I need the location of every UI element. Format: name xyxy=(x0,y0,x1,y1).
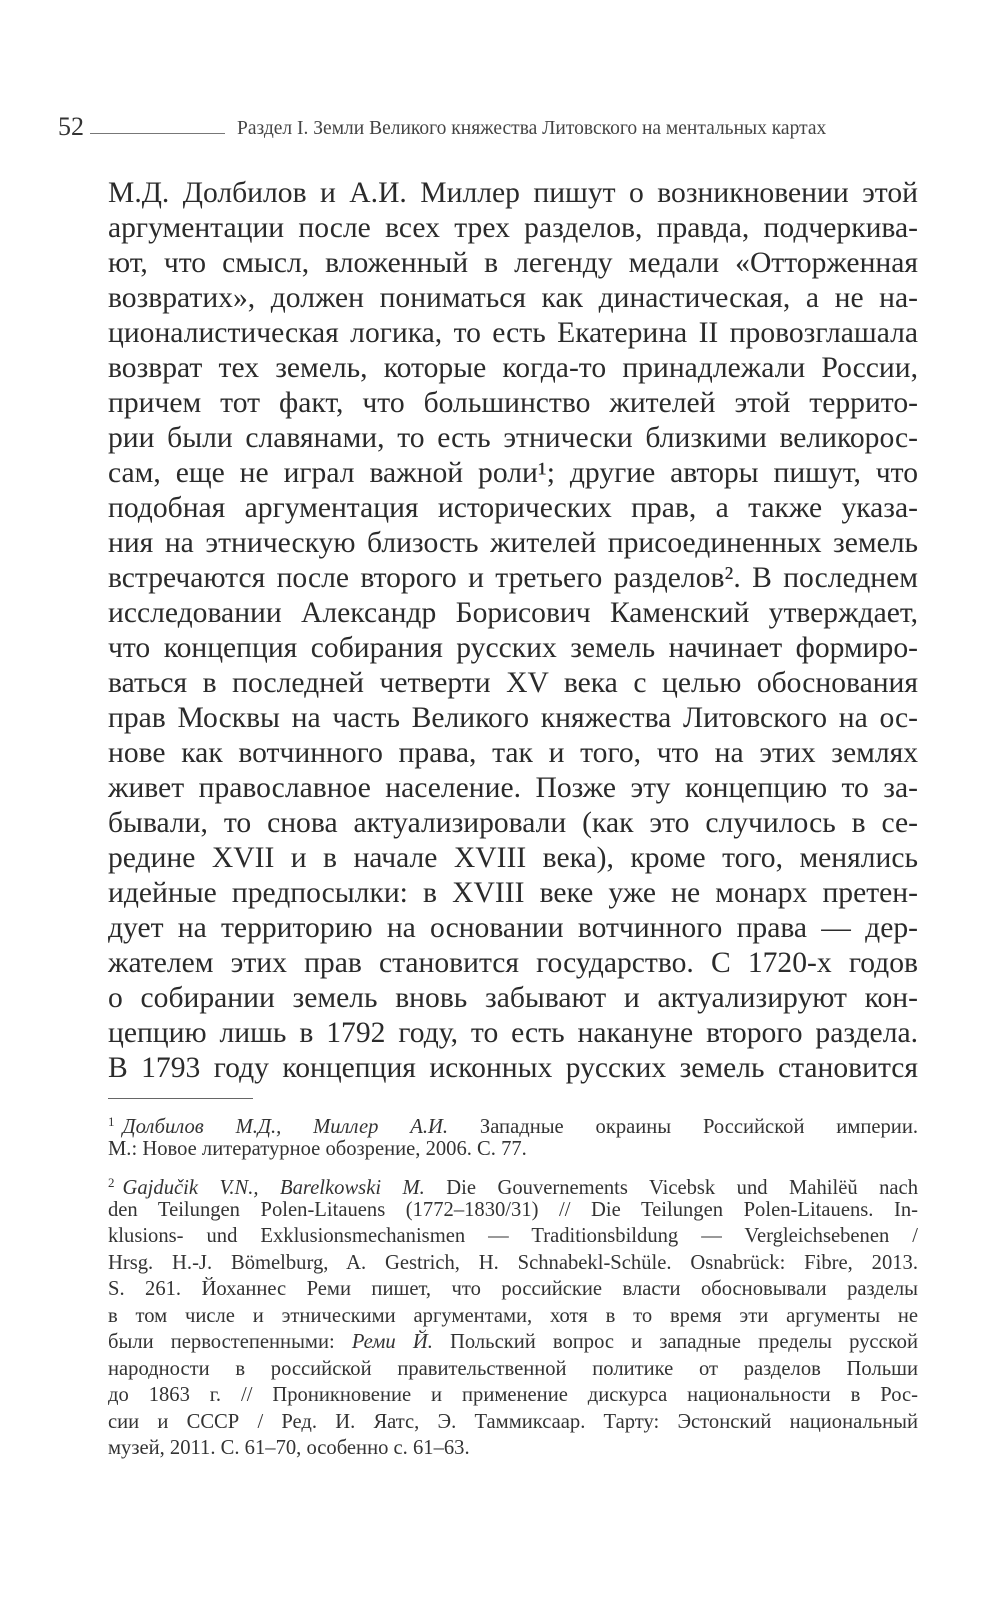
text-line: подобная аргументация исторических прав, а также указа- xyxy=(108,492,918,524)
footnote-line: в том числе и этническими аргументами, хотя в то время эти аргументы не xyxy=(108,1304,918,1327)
text-line: возврат тех земель, которые когда-то принадлежали России, xyxy=(108,352,918,384)
text-line: идейные предпосылки: в XVIII веке уже не монарх претен- xyxy=(108,877,918,909)
footnote-text: Польский вопрос и западные пределы русской xyxy=(432,1331,918,1353)
footnotes xyxy=(108,1109,918,1462)
main-text xyxy=(108,176,918,1086)
running-header xyxy=(58,112,918,140)
running-head: Раздел I. Земли Великого княжества Литовского на ментальных картах xyxy=(237,118,827,139)
text-line: сам, еще не играл важной роли¹; другие авторы пишут, что xyxy=(108,457,918,489)
page-number: 52 xyxy=(58,112,84,141)
text-line: М.Д. Долбилов и А.И. Миллер пишут о возникновении этой xyxy=(108,177,918,209)
text-line: бывали, то снова актуализировали (как это случилось в се- xyxy=(108,807,918,839)
footnote-1 xyxy=(108,1109,918,1162)
footnote-line: до 1863 г. // Проникновение и применение дискурса национальности в Рос- xyxy=(108,1384,918,1406)
footnote-text: Западные окраины Российской империи. xyxy=(448,1116,918,1138)
footnote-author: Реми Й. xyxy=(351,1331,433,1353)
footnote-line: S. 261. Йоханнес Реми пишет, что российские власти обосновывали разделы xyxy=(108,1278,918,1300)
text-line: причем тот факт, что большинство жителей этой террито- xyxy=(108,387,918,419)
text-line: нове как вотчинного права, так и того, что на этих землях xyxy=(108,737,918,769)
footnote-line xyxy=(108,1329,918,1356)
footnote-marker: 2 xyxy=(108,1175,115,1190)
footnote-line: klusions- und Exklusionsmechanismen — Traditionsbildung — Vergleichsebenen / xyxy=(108,1225,918,1247)
text-line: что концепция собирания русских земель начинает формиро- xyxy=(108,632,918,664)
text-line: ваться в последней четверти XV века с целью обоснования xyxy=(108,667,918,699)
text-line: дует на территорию на основании вотчинного права — дер- xyxy=(108,912,918,944)
text-line: встречаются после второго и третьего разделов². В последнем xyxy=(108,562,918,594)
footnote-marker: 1 xyxy=(108,1114,115,1129)
text-line: о собирании земель вновь забывают и актуализируют кон- xyxy=(108,982,918,1014)
footnote-author: Gajdučik V.N., Barelkowski M. xyxy=(122,1177,425,1199)
footnote-line: М.: Новое литературное обозрение, 2006. С. 77. xyxy=(108,1137,527,1160)
text-line: ют, что смысл, вложенный в легенду медали «Отторженная xyxy=(108,247,918,279)
footnote-line xyxy=(108,1109,918,1136)
text-line: прав Москвы на часть Великого княжества Литовского на ос- xyxy=(108,702,918,734)
text-line: ния на этническую близость жителей присоединенных земель xyxy=(108,527,918,559)
text-line: редине XVII и в начале XVIII века), кроме того, менялись xyxy=(108,842,918,874)
footnote-line: den Teilungen Polen-Litauens (1772–1830/31) // Die Teilungen Polen-Litauens. In- xyxy=(108,1198,918,1221)
footnote-text: Die Gouvernements Vicebsk und Mahilëŭ nach xyxy=(424,1177,918,1199)
footnote-line: народности в российской правительственной политике от разделов Польши xyxy=(108,1357,918,1380)
footnote-line: сии и СССР / Ред. И. Яатс, Э. Таммиксаар. Тарту: Эстонский национальный xyxy=(108,1410,918,1433)
header-rule xyxy=(90,133,225,134)
text-line: исследовании Александр Борисович Каменский утверждает, xyxy=(108,597,918,629)
footnote-line: Hrsg. H.-J. Bömelburg, A. Gestrich, H. Schnabekl-Schüle. Osnabrück: Fibre, 2013. xyxy=(108,1251,918,1274)
text-line: возвратих», должен пониматься как династическая, а не на- xyxy=(108,282,918,314)
text-line: аргументации после всех трех разделов, правда, подчеркива- xyxy=(108,212,918,244)
text-line: жателем этих прав становится государство. С 1720-х годов xyxy=(108,947,918,979)
text-line: цепцию лишь в 1792 году, то есть накануне второго раздела. xyxy=(108,1017,918,1049)
footnote-separator xyxy=(108,1098,253,1099)
footnote-line: музей, 2011. С. 61–70, особенно с. 61–63. xyxy=(108,1437,470,1459)
text-line: живет православное население. Позже эту концепцию то за- xyxy=(108,772,918,804)
text-line: рии были славянами, то есть этнически близкими великорос- xyxy=(108,422,918,454)
text-line: ционалистическая логика, то есть Екатерина II провозглашала xyxy=(108,317,918,349)
footnote-author: Долбилов М.Д., Миллер А.И. xyxy=(122,1116,449,1138)
footnote-text: были первостепенными: xyxy=(108,1331,352,1353)
text-line: В 1793 году концепция исконных русских земель становится xyxy=(108,1052,918,1084)
footnote-line xyxy=(108,1170,918,1197)
footnote-2 xyxy=(108,1170,918,1462)
